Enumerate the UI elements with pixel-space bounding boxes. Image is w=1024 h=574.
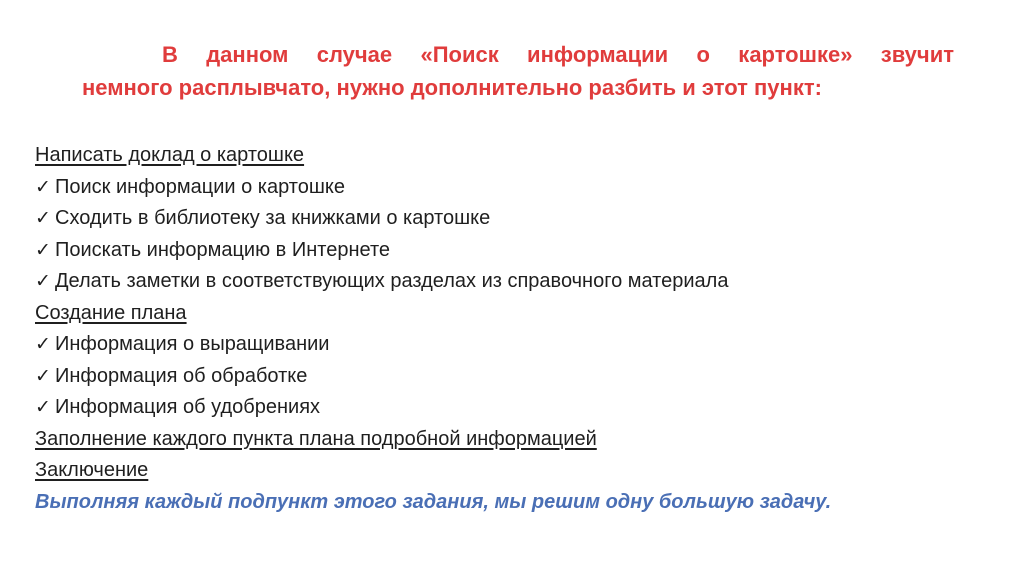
heading-line-2: немного расплывчато, нужно дополнительно разбить и этот пункт: — [82, 75, 822, 100]
check-icon: ✓ — [35, 397, 51, 418]
list-item: ✓ Поиск информации о картошке — [35, 172, 995, 204]
heading-line-1: В данном случае «Поиск информации о картошке» звучит — [162, 42, 954, 67]
check-icon: ✓ — [35, 365, 51, 387]
section-title: Написать доклад о картошке — [35, 144, 305, 166]
check-icon: ✓ — [35, 208, 51, 229]
slide-heading — [82, 38, 954, 104]
check-icon: ✓ — [35, 271, 51, 292]
check-icon: ✓ — [35, 176, 51, 198]
section-title: Заполнение каждого пункта плана подробной информацией — [35, 427, 597, 450]
list-item: ✓ Информация об удобрениях — [35, 392, 995, 424]
section-title: Заключение — [35, 459, 149, 481]
list-item: ✓ Сходить в библиотеку за книжками о картошке — [35, 203, 995, 235]
list-item: ✓ Поискать информацию в Интернете — [35, 235, 995, 267]
section-title: Создание плана — [35, 301, 187, 324]
list-item: ✓ Информация об обработке — [35, 361, 995, 393]
task-list — [35, 140, 995, 518]
list-item: ✓ Информация о выращивании — [35, 329, 995, 361]
conclusion-text: Выполняя каждый подпункт этого задания, мы решим одну большую задачу. — [35, 490, 832, 513]
list-item: ✓ Делать заметки в соответствующих разделах из справочного материала — [35, 266, 995, 298]
check-icon: ✓ — [35, 334, 51, 355]
check-icon: ✓ — [35, 239, 51, 261]
